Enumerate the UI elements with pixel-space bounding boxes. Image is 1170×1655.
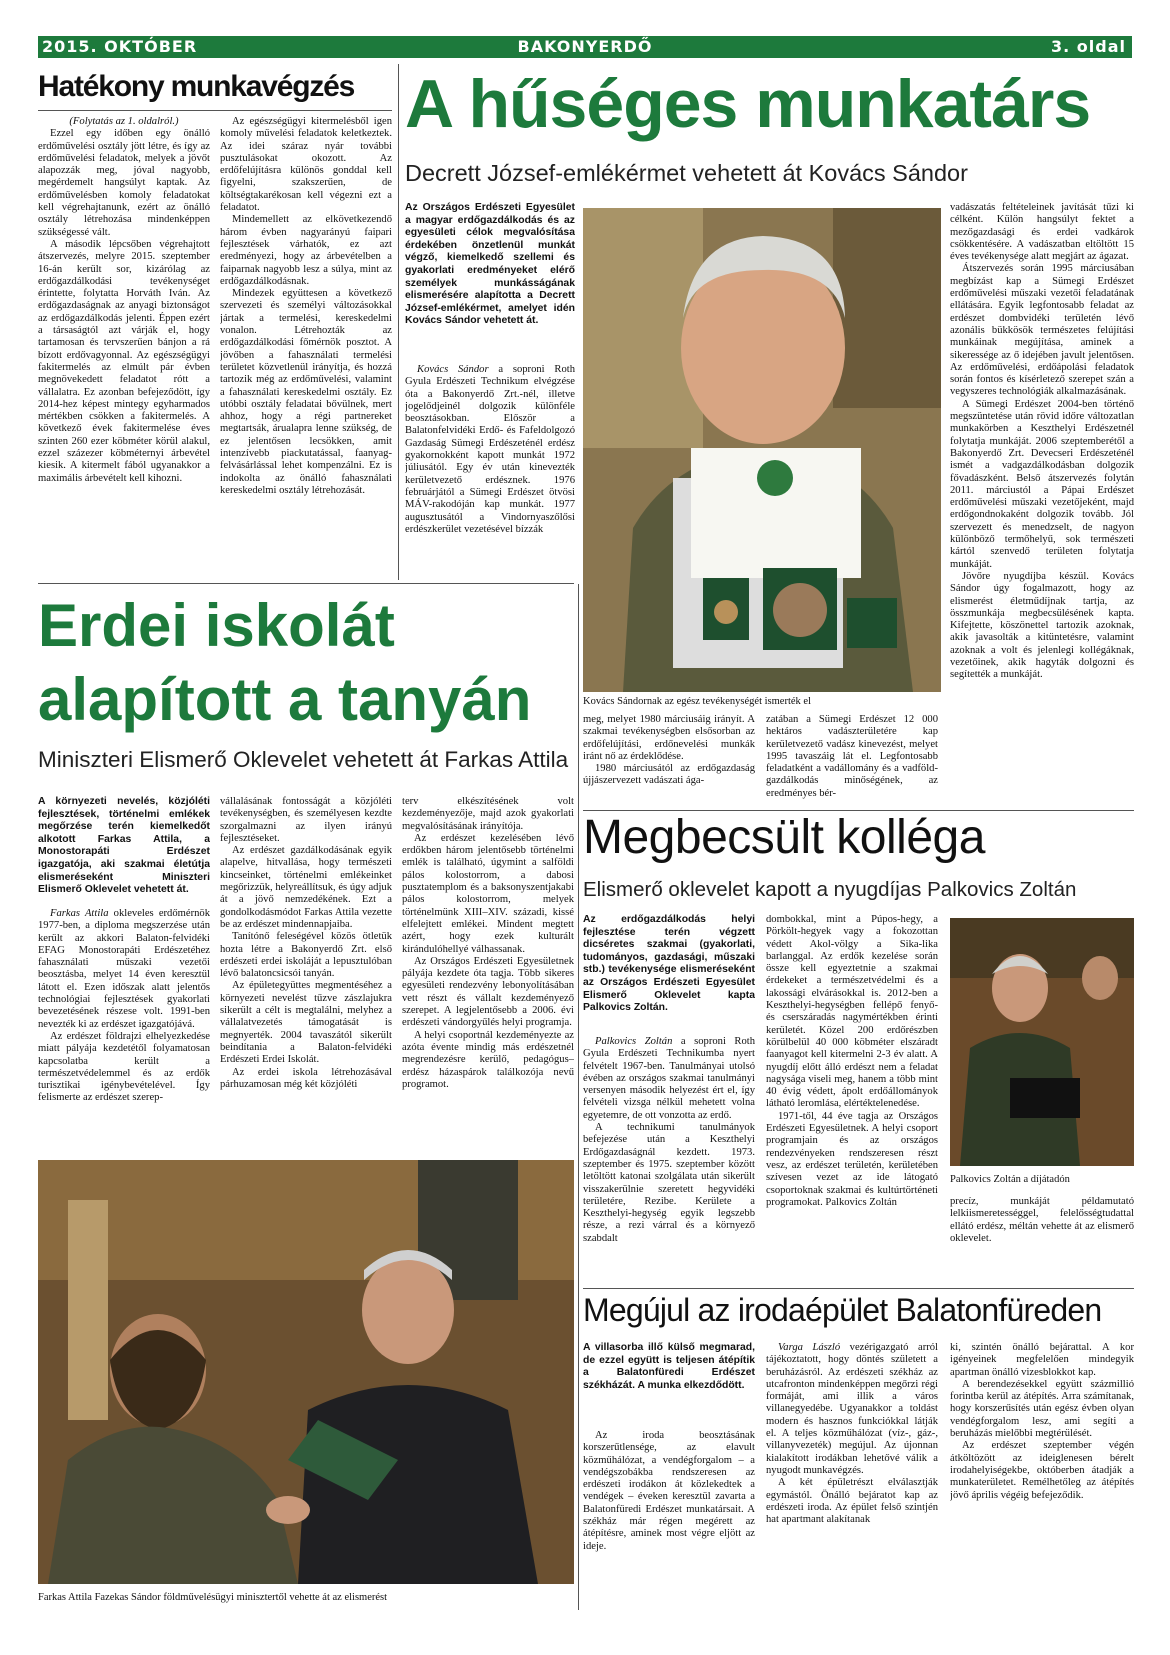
paragraph: a soproni Roth Gyula Erdészeti Technikum elvégzése óta a Bakonyerdő Zrt.-nél, illetve jogelődjeinél dolgozik különféle beosztásokban. Először a Balatonfelvidéki Erdő- és Fafeldolgozó Gazdaság Sümegi Erdészeténél erdész gyakornokként kapott munkát 1972 júliusától. Egy év után kinevezték kerületvezető erdésznek. 1976 februárjától a Sümegi Erdészet ötvösi MÁV-rakodóján kap munkát. 1977 augusztusától a Vindornyaszőlősi erdészkerület vezetésével bízzák bbox=[405, 364, 575, 535]
paragraph: 1971-től, 44 éve tagja az Országos Erdészeti Egyesületnek. A helyi csoport programjain és az országos rendezvényeken rendszeresen részt vesz, az erdészet területén, kerületében szívesen vezet az ide látogató csoportoknak szakmai és kultúrtörténeti programokat. Palkovics Zoltán bbox=[766, 1110, 938, 1208]
paragraph: Az erdészet gazdálkodásának egyik alapelve, hitvallása, hogy természeti kincseinket, történelmi emlékeinket megőrizzük, helyreállítsuk, és úgy adjuk át a jövő nemzedékének. Ezt a gondolkodásmódot Farkas Attila vezette be az erdészet mindennapjaiba. bbox=[220, 845, 392, 930]
award-ceremony-photo bbox=[38, 1160, 574, 1584]
paragraph: Ezzel egy időben egy önálló erdőművelési osztály jött létre, és így az erdőművelési feladatok, melyek a jövőt alapozzák meg, jóval nagyobb, megérdemelt hangsúlyt kaptak. Az erdőművelésben komoly feladatokat kell végrehajtanunk, ezért az önálló osztály létrehozása mindenképpen szükségessé vált. bbox=[38, 128, 210, 238]
kovacs-photo bbox=[583, 208, 941, 692]
article4-subtitle: Elismerő oklevelet kapott a nyugdíjas Palkovics Zoltán bbox=[583, 880, 1077, 901]
paragraph: Az erdészet kezelésében lévő erdőkben három jelentősebb történelmi emlék is található, úgymint a salföldi pálos kolostorrom, a dabosi pusztatemplom és a baksonyszentjakabi pálos kolostorrom, melyek történelmünk XIII–XIV. századi, kissé elfelejtett emlékei. Mindent megtett azért, hogy ezek kulturált kirándulóhellyé válhassanak. bbox=[402, 832, 574, 955]
article5-title: Megújul az irodaépület Balatonfüreden bbox=[583, 1294, 1102, 1328]
issue-date: 2015. OKTÓBER bbox=[42, 37, 198, 56]
article2-col1 bbox=[405, 364, 575, 574]
article4-title: Megbecsült kolléga bbox=[583, 814, 985, 864]
continuation-note: (Folytatás az 1. oldalról.) bbox=[69, 116, 179, 127]
paragraph: Az erdészet földrajzi elhelyezkedése miatt pályája kezdetétől folyamatosan kapcsolatba került a természetvédelemmel és az erdők turisztikai igénybevételével. Így felismerte az erdészet szerep- bbox=[38, 1030, 210, 1104]
paragraph: meg, melyet 1980 márciusáig irányít. A szakmai tevékenységben elsősorban az erdőfelújítási, erdőnevelési munkák iránt nő az érdeklődése. bbox=[583, 714, 755, 762]
article3-col2 bbox=[220, 796, 392, 1156]
paragraph: Átszervezés során 1995 márciusában megbízást kap a Sümegi Erdészet erdőművelési műszaki vezetői feladatának ellátására. Egyik legfontosabb feladat az erdészet dombvidéki területén lévő azonális bükkösök természetes felújítási munkáinak megújítása, aminek a sikeressége az ő idejében javult jelentősen. Az erdőművelési, erdőápolási feladatok során fontos és kísérletező szerepet szán a vegyszeres technológiák alkalmazásának. bbox=[950, 263, 1134, 398]
article5-lead: A villasorba illő külső megmarad, de ezzel együtt is teljesen átépítik a Balatonfüredi Erdészet székházát. A munka elkezdődött. bbox=[583, 1342, 755, 1391]
person-name: Kovács Sándor bbox=[417, 364, 489, 375]
paragraph: ki, szintén önálló bejárattal. A kor igényeinek megfelelően mindegyik apartman önálló vizesblokkot kap. bbox=[950, 1342, 1134, 1378]
paragraph: vadászatás feltételeinek javítását tűzi ki célként. Külön hangsúlyt fektet a mezőgazdasági és erdei vadkárok csökkentésére. A vadászatban eltöltött 15 éves tevékenysége alatt megjárt az ágazat. bbox=[950, 202, 1134, 263]
paragraph: A Sümegi Erdészet 2004-ben történő megszüntetése után rövid időre változatlan munkakörben a Keszthelyi Erdészetnél folytatja munkáját. 2006 szeptemberétől a Bakonyerdő Zrt. Devecseri Erdészeténél ismét a vadgazdálkodásban dolgozik fővadászként. Belső átszervezés folytán 2011. márciustól a Pápai Erdészet erdőművelési műszaki vezetőjeként, majd erdőgondnokaként dolgozik tovább. Jól szervezett és menedzselt, de nagyon különböző termőhelyű, sok természeti kártól szenvedő területen folytatja munkáját. bbox=[950, 398, 1134, 570]
article3-title-line2: alapított a tanyán bbox=[38, 670, 532, 733]
person-name: Palkovics Zoltán bbox=[595, 1036, 673, 1047]
article2-lead: Az Országos Erdészeti Egyesület a magyar erdőgazdálkodás és az egyesületi célok megvalósítása érdekében önzetlenül munkát végző, kiemelkedő szellemi és gyakorlati eredményeket elérő személyek munkásságának elismerésére alapította a Decrett József-emlékérmet, amelyet idén Kovács Sándor vehetett át. bbox=[405, 202, 575, 327]
paragraph: 1980 márciusától az erdőgazdaság újjászervezett vadászati ága- bbox=[583, 763, 755, 787]
article3-col3 bbox=[402, 796, 574, 1156]
paragraph: Az Országos Erdészeti Egyesületnek pályája kezdete óta tagja. Több sikeres egyesületi rendezvény lebonyolításában vett részt és vállalt kezdeményező szerepet. A legjelentősebb a 2006. évi erdészeti vándorgyűlés helyi programja. bbox=[402, 955, 574, 1029]
portrait-image bbox=[950, 918, 1134, 1166]
page-header bbox=[38, 36, 1132, 58]
article4-col3 bbox=[950, 1196, 1134, 1284]
article3-subtitle: Miniszteri Elismerő Oklevelet vehetett át Farkas Attila bbox=[38, 749, 569, 772]
paragraph: Mindemellett az elkövetkezendő három évben nagyarányú faipari fejlesztések várhatók, ez azt eredményezi, hogy az árbevételben a faiparnak nagyobb lesz a súlya, mint az erdőgazdálkodásnak. bbox=[220, 214, 392, 287]
paragraph: A technikumi tanulmányok befejezése után a Keszthelyi Erdőgazdaságnál kezdett. 1973. szeptember és 1975. szeptember között letöltött katonai szolgálata után sikerült visszakerülnie szeretett hegyvidéki területére, Rezibe. Kerülete a Keszthelyi-hegység egyik legszebb része, a rezi várral és a környező szabdalt bbox=[583, 1122, 755, 1244]
article1-col2 bbox=[220, 116, 392, 574]
article5-col1 bbox=[583, 1430, 755, 1610]
article1-col1 bbox=[38, 116, 210, 574]
paragraph: dombokkal, mint a Púpos-hegy, a Pörkölt-hegyek vagy a fokozottan védett Akol-völgy a Sika-lika barlanggal. Az erdők kezelése során össze kell egyeztetnie a szakmai érdekeket a természetvédelmi és a lakossági elvárásokkal is. 2012-ben a Keszthelyi-hegységben fellépő fenyő- és cserszáradás nagymértékben érinti kerületét. Közel 200 erdőrészben körülbelül 40 000 köbméter elszáradt faanyagot kell kitermelni 2-3 év alatt. A nyugdíj előtt álló erdészt nem a feladat nagysága viseli meg, hanem a több mint 40 évig védett, ápolt erdőállományok látható leromlása, elértéktelenedése. bbox=[766, 914, 938, 1110]
paragraph: Az erdei iskola létrehozásával párhuzamosan még két közjóléti bbox=[220, 1066, 392, 1090]
newspaper-name: BAKONYERDŐ bbox=[517, 37, 653, 56]
article2-col3 bbox=[766, 714, 938, 810]
paragraph: okleveles erdőmérnök 1977-ben, a diploma megszerzése után került az akkori Balaton-felvidéki EFAG Monostorapáti Erdészetéhez fahasználati műszaki vezetői beosztásba, melyet 14 éven keresztül látott el. Ezen időszak alatt jelentős technológiai fejlesztések gyakorlati bevezetésének részese volt. 1991-ben nevezték ki az erdészet igazgatójává. bbox=[38, 908, 210, 1030]
paragraph: Jövőre nyugdíjba készül. Kovács Sándor úgy fogalmazott, hogy az elismerést életműdíjnak tartja, az összmunkája megbecsülésének kapta. Kifejtette, köszönettel tartozik azoknak, akik javasolták a kitüntetésre, valamint azoknak a volt és jelenlegi kollégáknak, vezetőinek, akik hagyták dolgozni és segítették a munkáját. bbox=[950, 570, 1134, 681]
paragraph: Az épületegyüttes megmentéséhez a környezeti nevelést tűzve zászlajukra sikerült a célt is megtalálni, melyhez a vállalatvezetés támogatását is megnyerték. 2004 tavaszától sikerült beindítania a Balaton-felvidéki Erdészeti Erdei Iskolát. bbox=[220, 980, 392, 1066]
paragraph: Tanítónő feleségével közös ötletük hozta létre a Bakonyerdő Zrt. első erdészeti erdei iskoláját a lepusztulóban lévő balatoncsicsói tanyán. bbox=[220, 931, 392, 980]
article5-col2 bbox=[766, 1342, 938, 1610]
paragraph: A két épületrészt elválasztják egymástól. Önálló bejáratot kap az erdészeti iroda. Az épület felső szintjén hat apartmant alakítanak bbox=[766, 1477, 938, 1526]
article3-lead: A környezeti nevelés, közjóléti fejlesztések, történelmi emlékek megőrzése terén kiemelkedőt alkotott Farkas Attila, a Monostorapáti Erdészet igazgatója, aki szakmai életútja elismeréseként Miniszteri Elismerő Oklevelet vehetett át. bbox=[38, 796, 210, 896]
article2-col4 bbox=[950, 202, 1134, 808]
ceremony-photo-caption: Farkas Attila Fazekas Sándor földművelésügyi minisztertől vehette át az elismerést bbox=[38, 1592, 388, 1603]
kovacs-photo-caption: Kovács Sándornak az egész tevékenységét ismerték el bbox=[583, 696, 811, 707]
paragraph: zatában a Sümegi Erdészet 12 000 hektáros vadászterületére kap kerületvezető vadász kinevezést, melyet 1995 tavaszáig lát el. Legfontosabb feladatként a vadállomány és a vadföld-gazdálkodás minőségének, az eredményes bér- bbox=[766, 714, 938, 799]
article3-title-line1: Erdei iskolát bbox=[38, 596, 395, 659]
portrait-image bbox=[583, 208, 941, 692]
article4-lead: Az erdőgazdálkodás helyi fejlesztése terén végzett dicséretes szakmai (gyakorlati, tudományos, gazdasági, műszaki stb.) tevékenysége elismeréseként az Országos Erdészeti Egyesület Elismerő Oklevelet kapta Palkovics Zoltán. bbox=[583, 914, 755, 1014]
paragraph: vállalásának fontosságát a közjóléti tevékenységben, és személyesen kezdte szorgalmazni az ilyen irányú fejlesztéseket. bbox=[220, 796, 392, 844]
paragraph: Mindezek együttesen a következő szervezeti és személyi változásokkal jártak a termelési, kereskedelmi vonalon. Létrehozták az erdőgazdálkodási főmérnök posztot. A jövőben a fahasználati termelési területet közvetlenül irányítja, és hozzá tartozik még az erdőművelési, valamint a fahasználati kereskedelmi osztály. Ez utóbbi osztály feladatai bővülnek, mert ahhoz, hogy a régi partnereket megtartsák, árualapra lenne szükség, de ez jelentősen lecsökken, amit intenzívebb piackutatással, faanyag-felvásárlással lehet kompenzálni. Ez is indokolta az önálló fahasználati kereskedelmi osztály létrehozását. bbox=[220, 288, 392, 496]
paragraph: terv elkészítésének volt kezdeményezője, majd azok gyakorlati megvalósításának irányítója. bbox=[402, 796, 574, 832]
page-number: 3. oldal bbox=[1051, 37, 1126, 56]
article5-col3 bbox=[950, 1342, 1134, 1610]
palkovics-photo-caption: Palkovics Zoltán a díjátadón bbox=[950, 1174, 1070, 1185]
palkovics-photo bbox=[950, 918, 1134, 1166]
handshake-image bbox=[38, 1160, 574, 1584]
paragraph: A berendezésekkel együtt százmillió forintba kerül az átépítés. Arra számítanak, hogy korszerűsítés után egész évben olyan vendégforgalom lesz, ami segíti a beruházás mielőbbi megtérülését. bbox=[950, 1378, 1134, 1440]
paragraph: Az erdészet szeptember végén átköltözött az ideiglenesen bérelt irodahelyiségekbe, októberben átadják a munkaterületet. Remélhetőleg az átépítés jövő április végéig befejeződik. bbox=[950, 1440, 1134, 1501]
article4-col2 bbox=[766, 914, 938, 1284]
paragraph: precíz, munkáját példamutató lelkiismeretességgel, felelősségtudattal ellátó erdész, méltán vehette át az elismerő oklevelet. bbox=[950, 1196, 1134, 1244]
paragraph: A második lépcsőben végrehajtott átszervezés, melyre 2015. szeptember 16-án került sor, kizárólag az erdőgazdálkodási tevékenységet érintette, folytatta Horváth Iván. Az erdőgazdaságnak az anyagi biztonságot az erdőgazdálkodás jelenti. Éppen ezért a társaságtól azt várják el, hogy tartamosan és tervszerűen bánjon a rá bízott erdővagyonnal. Az egészségügyi fakitermelés az elmúlt pár évben megnövekedett feladatot rótt a vállalatra. Ez azonban befejeződött, így 2014-hez képest mintegy egyharmados mértékben csökken a fakitermelés. A következő évek fakitermelése éves szinten 260 ezer köbméter körül alakul, ezzel százezer köbméternyi árbevétel kiesik. A kitermelt fából ugyanakkor a maximális árbevételt kell kihozni. bbox=[38, 238, 210, 484]
paragraph: vezérigazgató arról tájékoztatott, hogy döntés született a beruházásról. Az erdészeti székház az utcafronton mindenképpen megőrzi régi formáját, ami illik a város villanegyedébe. Ugyanakkor a toldást modern és hasznos funkciókkal látják el. A teljes közműhálózat (víz-, gáz-, villanyvezeték) megújul. Az újonnan kialakított irodákban lehetővé válik a nyugodt munkavégzés. bbox=[766, 1342, 938, 1476]
paragraph: a soproni Roth Gyula Erdészeti Technikumba nyert felvételt 1967-ben. Tanulmányai utolsó évében az országos szakmai tanulmányi versenyen második helyezést ért el, így felvételi vizsga nélkül mehetett volna egyetemre, de ott vonzotta az erdő. bbox=[583, 1036, 755, 1121]
article1-title: Hatékony munkavégzés bbox=[38, 72, 355, 102]
article2-title: A hűséges munkatárs bbox=[405, 70, 1091, 142]
paragraph: Az iroda beosztásának korszerűtlensége, az elavult közműhálózat, a vendégforgalom – a vendégszobákba rendszeresen az erdészeti irodákon át közlekedtek a vendégek – éveken keresztül zavarta a Balatonfüredi Erdészet munkatársait. A székház már régen megérett az átépítésre, aminek most végre eljött az ideje. bbox=[583, 1430, 755, 1552]
article4-col1 bbox=[583, 1036, 755, 1284]
article2-col2 bbox=[583, 714, 755, 810]
paragraph: Az egészségügyi kitermelésből igen komoly művelési feladatok keletkeztek. Az idei száraz nyár további pusztulásokat okozott. Az erdőfelújításra különös gonddal kell figyelni, szakszerűen, de költségtakarékosan kell végezni ezt a feladatot. bbox=[220, 116, 392, 214]
article2-subtitle: Decrett József-emlékérmet vehetett át Kovács Sándor bbox=[405, 162, 968, 186]
paragraph: A helyi csoportnál kezdeményezte az azóta évente mindig más erdészetnél megrendezésre kerülő, pedagógus–erdész házaspárok találkozója nevű programot. bbox=[402, 1029, 574, 1090]
person-name: Farkas Attila bbox=[50, 908, 109, 919]
article3-col1 bbox=[38, 908, 210, 1156]
person-name: Varga László bbox=[778, 1342, 841, 1353]
